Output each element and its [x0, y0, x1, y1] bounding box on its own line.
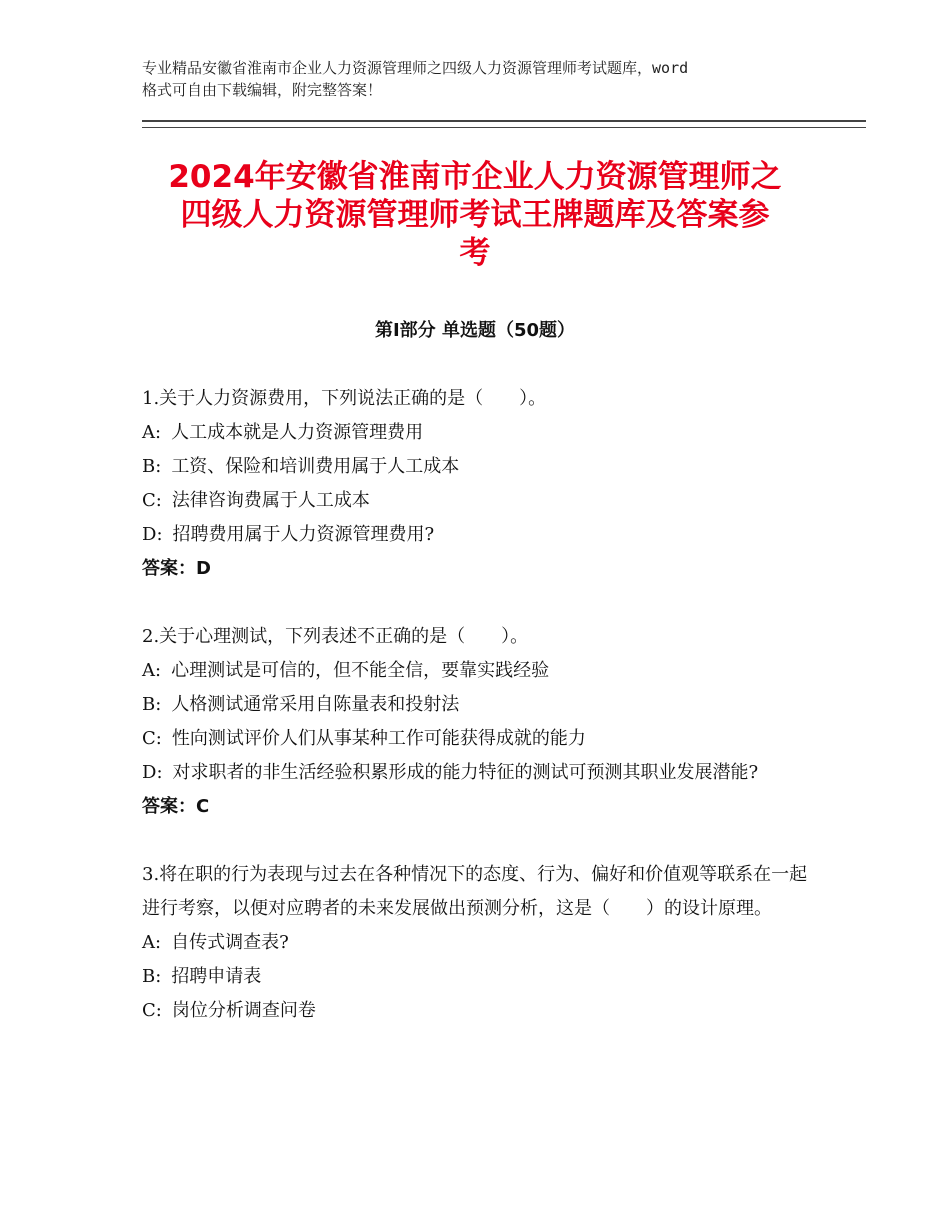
option-letter: D : — [142, 756, 163, 790]
option-item — [142, 756, 808, 790]
question-item — [142, 620, 808, 824]
header-note — [142, 57, 822, 101]
option-letter: A : — [142, 654, 161, 688]
header-note-line-1: 专业精品安徽省淮南市企业人力资源管理师之四级人力资源管理师考试题库，word — [142, 59, 689, 77]
option-text: 性向测试评价人们从事某种工作可能获得成就的能力 — [171, 728, 586, 749]
option-text: 法律咨询费属于人工成本 — [171, 490, 370, 511]
option-letter: C : — [142, 994, 162, 1028]
header-divider — [142, 120, 866, 128]
option-letter: B : — [142, 960, 161, 994]
header-note-line-2: 格式可自由下载编辑，附完整答案！ — [142, 81, 383, 99]
question-item — [142, 382, 808, 586]
option-item — [142, 994, 808, 1028]
answer-label: 答案：D — [142, 558, 211, 579]
question-text: 1.关于人力资源费用，下列说法正确的是（ ）。 — [142, 388, 547, 409]
option-letter: B : — [142, 688, 161, 722]
option-text: 自传式调查表? — [171, 932, 289, 953]
question-text: 3.将在职的行为表现与过去在各种情况下的态度、行为、偏好和价值观等联系在一起进行考察，以便对应聘者的未来发展做出预测分析，这是（ ）的设计原理。 — [142, 864, 808, 919]
answer-label: 答案：C — [142, 796, 210, 817]
option-item — [142, 484, 808, 518]
option-letter: A : — [142, 416, 161, 450]
option-text: 工资、保险和培训费用属于人工成本 — [171, 456, 460, 477]
section-heading: 第Ⅰ部分 单选题（50题） — [374, 320, 575, 341]
option-item — [142, 518, 808, 552]
question-item — [142, 858, 808, 1028]
option-text: 人工成本就是人力资源管理费用 — [171, 422, 424, 443]
option-item — [142, 416, 808, 450]
option-item — [142, 926, 808, 960]
option-item — [142, 450, 808, 484]
option-item — [142, 654, 808, 688]
option-text: 招聘费用属于人力资源管理费用? — [172, 524, 435, 545]
title-line-2: 四级人力资源管理师考试王牌题库及答案参 — [180, 197, 770, 233]
option-letter: B : — [142, 450, 161, 484]
title-line-3: 考 — [459, 235, 491, 271]
option-item — [142, 960, 808, 994]
option-text: 心理测试是可信的，但不能全信，要靠实践经验 — [171, 660, 550, 681]
option-letter: D : — [142, 518, 163, 552]
question-text: 2.关于心理测试，下列表述不正确的是（ ）。 — [142, 626, 529, 647]
option-item — [142, 688, 808, 722]
option-letter: C : — [142, 722, 162, 756]
option-letter: C : — [142, 484, 162, 518]
title-line-1: 2024年安徽省淮南市企业人力资源管理师之 — [168, 159, 782, 195]
document-title — [142, 158, 808, 272]
option-item — [142, 722, 808, 756]
option-text: 人格测试通常采用自陈量表和投射法 — [171, 694, 460, 715]
option-text: 招聘申请表 — [171, 966, 262, 987]
option-text: 对求职者的非生活经验积累形成的能力特征的测试可预测其职业发展潜能? — [172, 762, 759, 783]
option-text: 岗位分析调查问卷 — [171, 1000, 316, 1021]
option-letter: A : — [142, 926, 161, 960]
question-list — [142, 382, 808, 1062]
